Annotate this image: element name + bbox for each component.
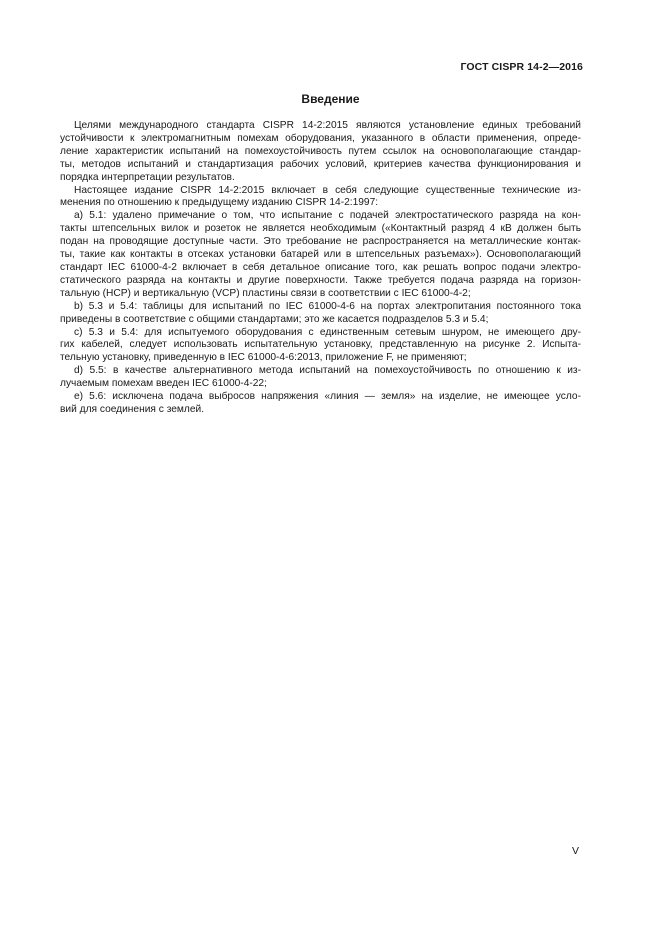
text-line: менения по отношению к предыдущему изданию CISPR 14-2:1997: xyxy=(60,197,379,209)
text-line: стандарт IEC 61000-4-2 включает в себя детальное описание того, как решать вопрос подачи электро- xyxy=(60,261,581,273)
text-line: гих кабелей, следует использовать испытательную установку, представленную на рисунке 2. Испыта- xyxy=(60,339,581,351)
list-item-b: b) 5.3 и 5.4: таблицы для испытаний по IEC 61000-4-6 на портах электропитания постоянного тока xyxy=(74,300,581,312)
list-item-d: d) 5.5: в качестве альтернативного метода испытаний на помехоустойчивость по отношению к из- xyxy=(74,365,581,377)
text-line: порядка интерпретации результатов. xyxy=(60,171,235,183)
text-line: тальную (HCP) и вертикальную (VCP) пластины связи в соответствии с IEC 61000-4-2; xyxy=(60,287,471,299)
text-line: лучаемым помехам введен IEC 61000-4-22; xyxy=(60,378,267,390)
text-line: устойчивости к электромагнитным помехам оборудования, указанного в области применения, опреде- xyxy=(60,132,581,144)
text-line: вий для соединения с землей. xyxy=(60,403,205,415)
text-line: приведены в соответствие с общими стандартами; это же касается подразделов 5.3 и 5.4; xyxy=(60,313,489,325)
text-line: Настоящее издание CISPR 14-2:2015 включает в себя следующие существенные технические из- xyxy=(74,184,581,196)
text-line: ты, методов испытаний и стандартизация рабочих условий, критериев качества функционирования и xyxy=(60,158,581,170)
page-number: V xyxy=(571,845,579,857)
text-line: Целями международного стандарта CISPR 14-2:2015 являются установление единых требований xyxy=(74,120,581,131)
introduction-text xyxy=(60,120,581,417)
text-line: подан на проводящие доступные части. Это требование не распространяется на металлические контак- xyxy=(60,236,581,248)
list-item-c: c) 5.3 и 5.4: для испытуемого оборудования с единственным сетевым шнуром, не имеющего дру- xyxy=(74,326,581,338)
list-item-a: а) 5.1: удалено примечание о том, что испытание с подачей электростатического разряда на кон- xyxy=(74,210,581,222)
text-line: такты штепсельных вилок и розеток не является необходимым («Контактный разряд 4 кВ должен быть xyxy=(60,223,581,235)
text-line: тельную установку, приведенную в IEC 61000-4-6:2013, приложение F, не применяют; xyxy=(60,352,467,364)
text-line: ты, такие как контакты в отсеках установки батарей или в штепсельных разъемах»). Основополагающий xyxy=(60,249,581,261)
list-item-e: e) 5.6: исключена подача выбросов напряжения «линия — земля» на изделие, не имеющее усло- xyxy=(74,391,581,403)
text-line: ление характеристик испытаний на помехоустойчивость путем ссылок на основополагающие стандар- xyxy=(60,145,581,157)
document-code: ГОСТ CISPR 14-2—2016 xyxy=(460,61,583,73)
text-line: статического разряда на контакты и другие поверхности. Также требуется подача разряда на горизон- xyxy=(60,274,581,286)
section-title: Введение xyxy=(301,92,360,106)
